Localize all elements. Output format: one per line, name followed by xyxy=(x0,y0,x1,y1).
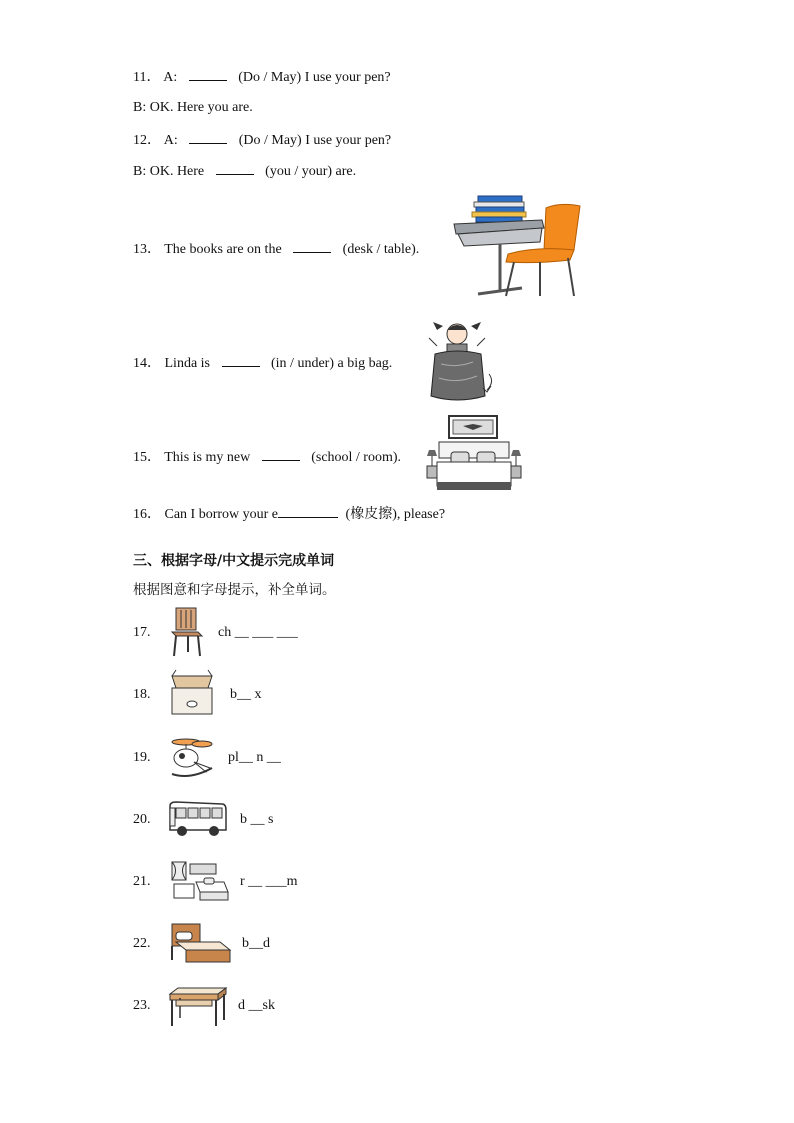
desk-and-chair-icon xyxy=(448,192,588,300)
item-number: 21. xyxy=(133,874,151,889)
question-text: (橡皮擦), please? xyxy=(345,507,446,522)
speaker: A: xyxy=(163,70,178,85)
question-11 xyxy=(133,68,391,87)
word-hint: b __ s xyxy=(240,812,274,827)
word-hint: r __ ___m xyxy=(240,874,298,889)
question-number: 15． xyxy=(133,450,161,465)
answer-line-11 xyxy=(133,99,253,117)
speaker: A: xyxy=(163,133,178,148)
question-16 xyxy=(133,505,445,524)
item-number: 23. xyxy=(133,998,151,1013)
girl-in-bag-icon xyxy=(413,318,503,404)
question-12 xyxy=(133,131,391,150)
item-number: 17. xyxy=(133,625,151,640)
answer-blank[interactable] xyxy=(216,162,254,175)
answer-blank[interactable] xyxy=(278,505,338,518)
dialogue-text: B: OK. Here xyxy=(133,164,205,179)
item-number: 22. xyxy=(133,936,151,951)
answer-blank[interactable] xyxy=(293,240,331,253)
chair-icon xyxy=(168,606,204,658)
answer-blank[interactable] xyxy=(222,354,260,367)
question-14 xyxy=(133,354,392,373)
question-text: Can I borrow your e xyxy=(164,507,279,522)
answer-blank[interactable] xyxy=(262,448,300,461)
question-text: (Do / May) I use your pen? xyxy=(238,70,391,85)
question-text: (desk / table). xyxy=(342,242,420,257)
plane-icon xyxy=(166,734,216,780)
question-13 xyxy=(133,240,419,259)
word-hint: b__d xyxy=(242,936,270,951)
item-number: 19. xyxy=(133,750,151,765)
question-number: 16． xyxy=(133,507,161,522)
item-number: 20. xyxy=(133,812,151,827)
answer-blank[interactable] xyxy=(189,68,227,81)
room-icon xyxy=(166,858,230,906)
answer-line-12 xyxy=(133,162,356,181)
question-number: 13． xyxy=(133,242,161,257)
question-number: 12． xyxy=(133,133,161,148)
word-hint: pl__ n __ xyxy=(228,750,281,765)
question-15 xyxy=(133,448,401,467)
bed-icon xyxy=(168,920,232,966)
question-number: 11． xyxy=(133,70,161,85)
word-hint: b__ x xyxy=(230,687,262,702)
word-hint: d __sk xyxy=(238,998,275,1013)
bus-icon xyxy=(166,800,228,838)
question-text: This is my new xyxy=(164,450,251,465)
word-hint: ch __ ___ ___ xyxy=(218,625,298,640)
bedroom-icon xyxy=(425,412,523,496)
answer-blank[interactable] xyxy=(189,131,227,144)
question-text: (Do / May) I use your pen? xyxy=(238,133,392,148)
desk-icon xyxy=(166,984,230,1030)
dialogue-text: (you / your) are. xyxy=(265,164,357,179)
dialogue-text: B: OK. Here you are. xyxy=(133,100,253,115)
section-instruction: 根据图意和字母提示，补全单词。 xyxy=(133,582,336,598)
item-number: 18. xyxy=(133,687,151,702)
question-number: 14． xyxy=(133,356,161,371)
box-icon xyxy=(168,668,216,718)
question-text: The books are on the xyxy=(164,242,282,257)
question-text: (school / room). xyxy=(311,450,402,465)
question-text: (in / under) a big bag. xyxy=(271,356,393,371)
question-text: Linda is xyxy=(164,356,210,371)
section-heading: 三、根据字母/中文提示完成单词 xyxy=(133,553,335,569)
